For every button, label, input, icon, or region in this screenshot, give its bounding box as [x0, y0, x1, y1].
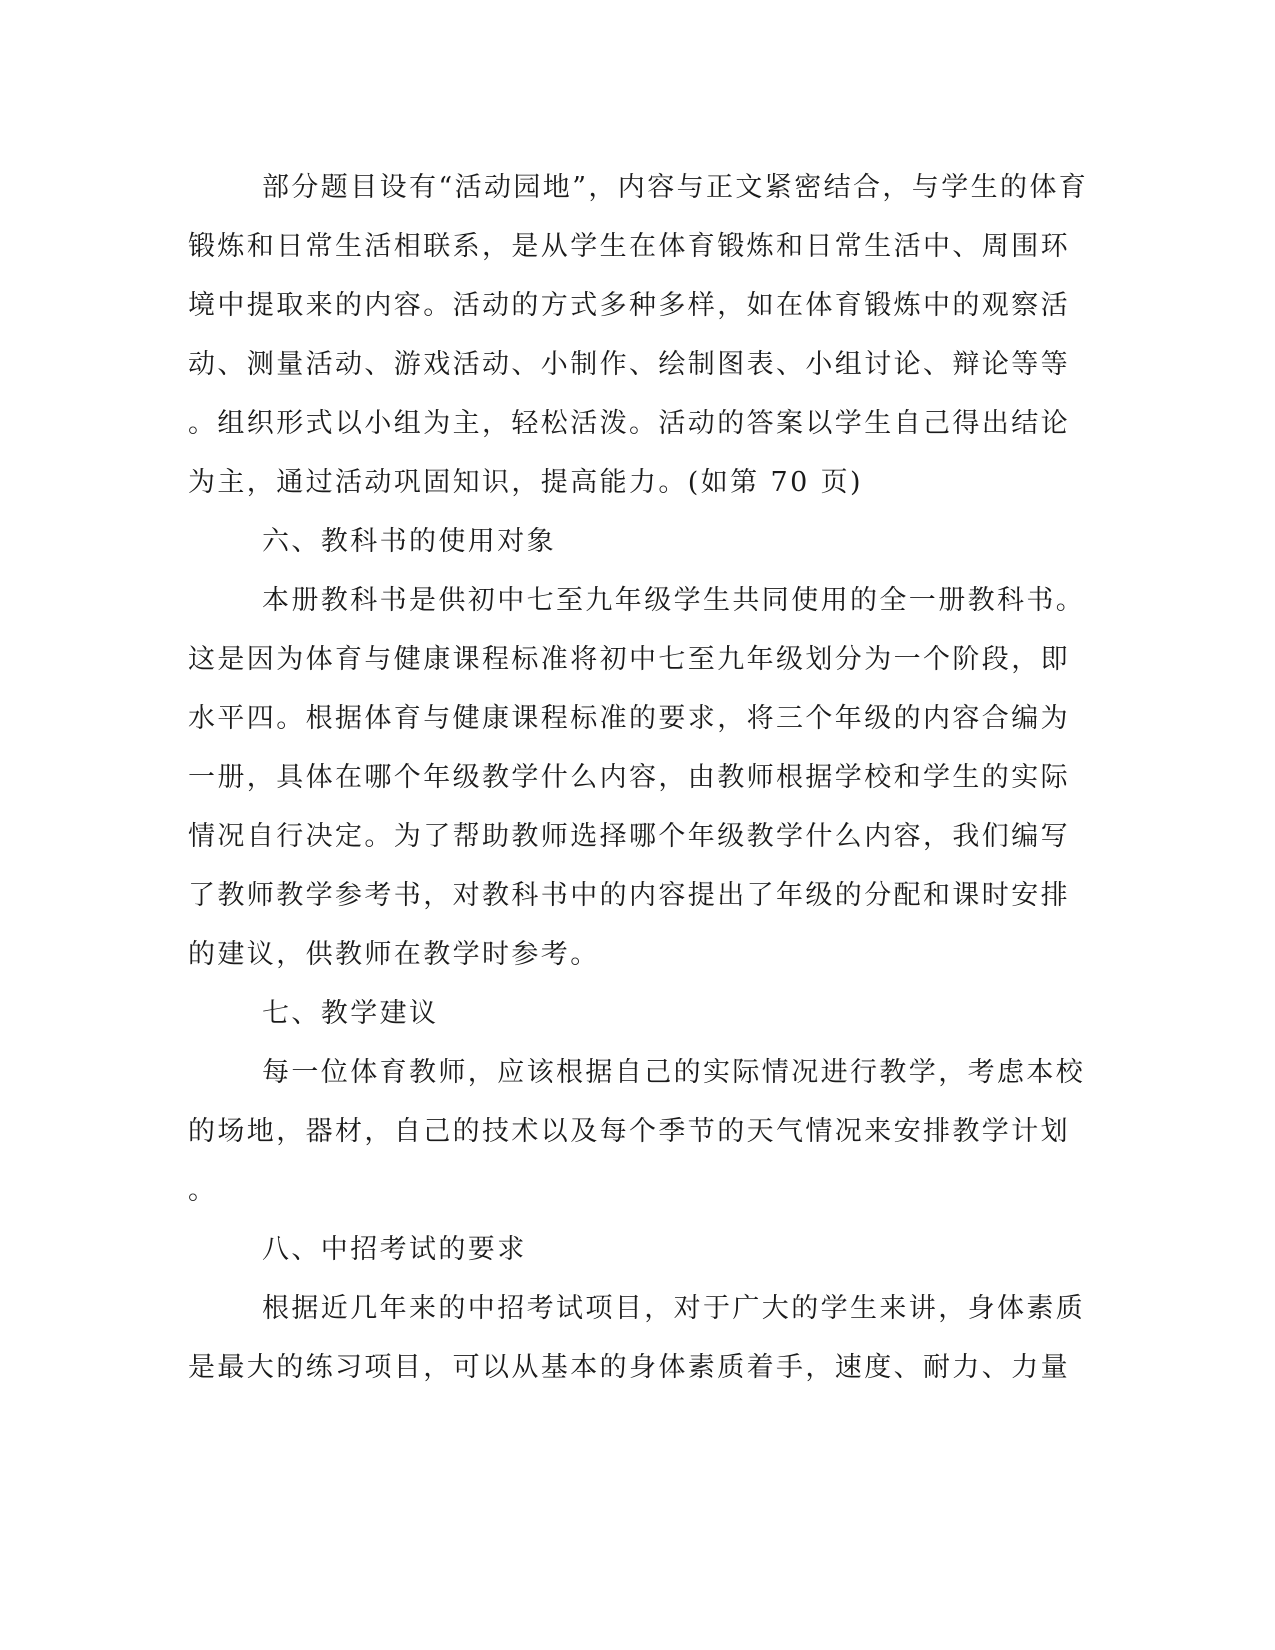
paragraph-line: 的建议，供教师在教学时参考。 — [188, 939, 600, 970]
paragraph-line: 是最大的练习项目，可以从基本的身体素质着手，速度、耐力、力量 — [188, 1352, 1070, 1383]
paragraph-line: 情况自行决定。为了帮助教师选择哪个年级教学什么内容，我们编写 — [188, 821, 1070, 852]
section-heading: 八、中招考试的要求 — [262, 1234, 527, 1265]
paragraph-line: 的场地，器材，自己的技术以及每个季节的天气情况来安排教学计划 — [188, 1116, 1070, 1147]
paragraph-line: 。 — [188, 1175, 218, 1206]
paragraph-line: 锻炼和日常生活相联系，是从学生在体育锻炼和日常生活中、周围环 — [188, 231, 1070, 262]
paragraph-line: 一册，具体在哪个年级教学什么内容，由教师根据学校和学生的实际 — [188, 762, 1070, 793]
paragraph-line: 本册教科书是供初中七至九年级学生共同使用的全一册教科书。 — [262, 585, 1086, 616]
paragraph-line: 水平四。根据体育与健康课程标准的要求，将三个年级的内容合编为 — [188, 703, 1070, 734]
section-heading: 七、教学建议 — [262, 998, 439, 1029]
paragraph-line: 为主，通过活动巩固知识，提高能力。(如第 70 页) — [188, 467, 863, 498]
paragraph-line: 根据近几年来的中招考试项目，对于广大的学生来讲，身体素质 — [262, 1293, 1086, 1324]
paragraph-line: 每一位体育教师，应该根据自己的实际情况进行教学，考虑本校 — [262, 1057, 1086, 1088]
paragraph-line: 动、测量活动、游戏活动、小制作、绘制图表、小组讨论、辩论等等 — [188, 349, 1070, 380]
paragraph-line: 境中提取来的内容。活动的方式多种多样，如在体育锻炼中的观察活 — [188, 290, 1070, 321]
paragraph-line: 了教师教学参考书，对教科书中的内容提出了年级的分配和课时安排 — [188, 880, 1070, 911]
section-heading: 六、教科书的使用对象 — [262, 526, 556, 557]
paragraph-line: 部分题目设有“活动园地”，内容与正文紧密结合，与学生的体育 — [262, 172, 1089, 203]
paragraph-line: 。组织形式以小组为主，轻松活泼。活动的答案以学生自己得出结论 — [188, 408, 1070, 439]
paragraph-line: 这是因为体育与健康课程标准将初中七至九年级划分为一个阶段，即 — [188, 644, 1070, 675]
